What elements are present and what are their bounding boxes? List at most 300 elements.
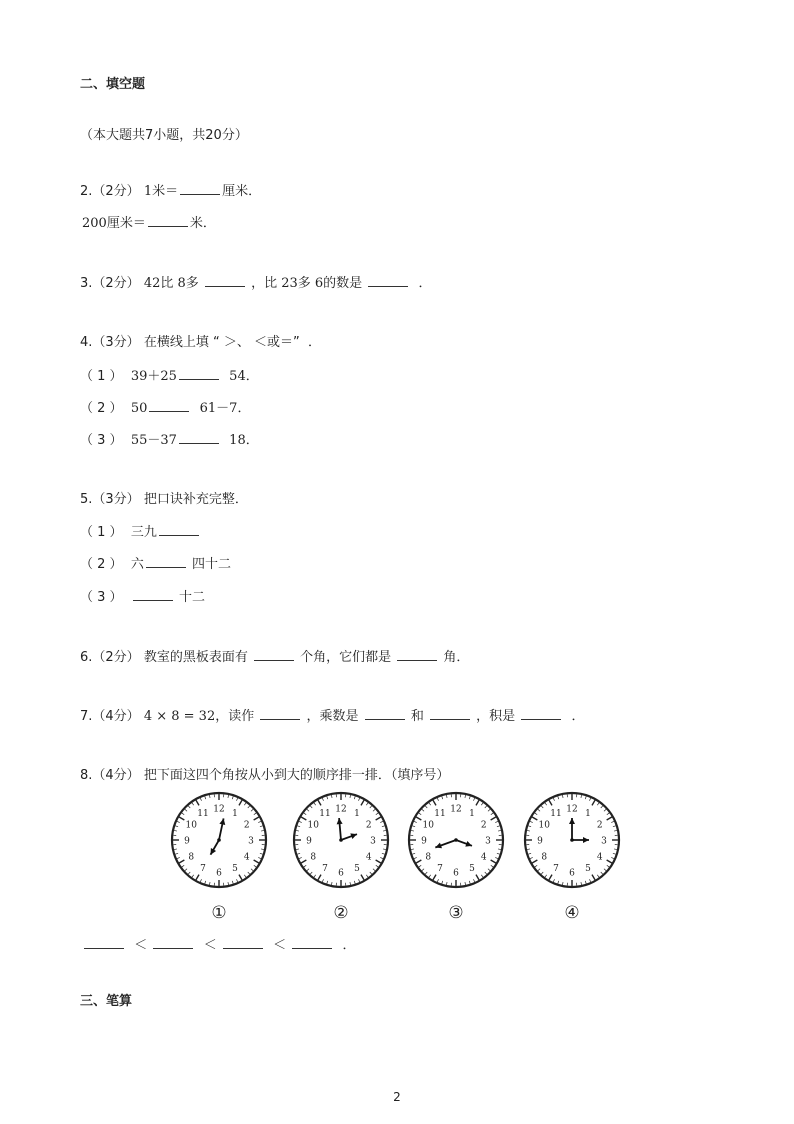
- answer-blank[interactable]: [365, 707, 405, 720]
- clock-tick: [535, 813, 537, 815]
- answer-blank[interactable]: [223, 936, 263, 949]
- question-5-text: 把口诀补充完整．: [143, 492, 248, 507]
- clock-tick: [558, 881, 559, 884]
- question-4-item-3: [80, 431, 259, 450]
- item-value: 54．: [229, 369, 259, 384]
- clock-tick: [260, 826, 263, 827]
- clock-tick: [416, 860, 421, 863]
- question-8-head: 8.（4分）: [80, 768, 140, 783]
- question-7-part-c: 和: [410, 709, 424, 724]
- question-7-part-b: ，乘数是: [306, 709, 359, 724]
- question-3: [80, 274, 432, 293]
- clock-number: 8: [541, 852, 548, 863]
- clock-tick: [549, 800, 552, 805]
- clock-number: 4: [596, 852, 603, 863]
- clock-tick: [307, 809, 309, 811]
- item-label: （ 1 ）: [80, 369, 123, 384]
- clock-tick: [373, 809, 375, 811]
- clock-tick: [614, 830, 617, 831]
- clock-tick: [613, 853, 616, 854]
- clock-number: 7: [200, 864, 206, 875]
- clock-tick: [383, 830, 386, 831]
- clock-tick: [182, 865, 184, 867]
- clock-tick: [535, 865, 537, 867]
- clock-number: 8: [310, 852, 317, 863]
- clock-hand-arrow: [569, 818, 575, 824]
- clock-tick: [545, 803, 547, 805]
- clock-tick: [350, 882, 351, 885]
- clock-tick: [248, 872, 250, 874]
- clock-number: 9: [184, 836, 190, 847]
- clock-tick: [433, 875, 436, 880]
- clock-tick: [297, 853, 300, 854]
- clock-tick: [530, 821, 533, 822]
- clock-4: [522, 790, 622, 890]
- clock-tick: [607, 817, 612, 820]
- clock-tick: [254, 860, 259, 863]
- item-expression: 39＋25: [130, 369, 177, 384]
- question-4-text: 在横线上填 “ ＞、 ＜或＝” ．: [143, 335, 321, 350]
- answer-blank[interactable]: [153, 936, 193, 949]
- question-2-prefix-2: 200厘米＝: [82, 216, 146, 231]
- page-number: 2: [393, 1090, 401, 1104]
- clock-tick: [376, 817, 381, 820]
- clock-number: 9: [537, 836, 543, 847]
- clock-number: 11: [319, 808, 331, 819]
- clock-tick: [254, 865, 256, 867]
- clock-tick: [476, 800, 479, 805]
- clock-tick: [469, 796, 470, 799]
- clock-tick: [528, 826, 531, 827]
- clock-tick: [614, 849, 617, 850]
- clock-label-2: ②: [333, 903, 349, 923]
- clock-tick: [488, 809, 490, 811]
- item-value: 61－7．: [199, 401, 251, 416]
- clock-center: [339, 838, 343, 842]
- clock-number: 7: [553, 864, 559, 875]
- clock-tick: [538, 869, 540, 871]
- clock-face: [291, 790, 391, 890]
- clock-tick: [318, 875, 321, 880]
- question-5-item-2: [80, 555, 231, 574]
- question-2-line-1: [80, 182, 261, 201]
- answer-blank[interactable]: [149, 399, 189, 412]
- question-6-part-c: 角．: [443, 650, 470, 665]
- clock-tick: [597, 803, 599, 805]
- clock-tick: [261, 849, 264, 850]
- clock-tick: [318, 800, 321, 805]
- question-7: [80, 707, 585, 726]
- clock-tick: [498, 830, 501, 831]
- clock-number: 1: [232, 808, 238, 819]
- clock-tick: [296, 830, 299, 831]
- clock-tick: [205, 881, 206, 884]
- question-3-part-b: ，比 23多 6的数是: [251, 276, 363, 291]
- question-6: [80, 648, 469, 667]
- clock-number: 1: [469, 808, 475, 819]
- clock-number: 10: [185, 820, 198, 831]
- clock-tick: [581, 882, 582, 885]
- clock-tick: [425, 806, 427, 808]
- clock-number: 6: [453, 868, 459, 879]
- clock-number: 3: [485, 836, 491, 847]
- clock-1: [169, 790, 269, 890]
- clock-tick: [327, 796, 328, 799]
- clock-tick: [177, 857, 180, 858]
- clock-tick: [236, 879, 237, 882]
- answer-blank[interactable]: [180, 182, 220, 195]
- question-5-item-3: [80, 588, 205, 607]
- clock-tick: [177, 821, 180, 822]
- clock-center: [217, 838, 221, 842]
- clock-tick: [299, 857, 302, 858]
- clock-tick: [473, 798, 474, 801]
- clock-tick: [358, 879, 359, 882]
- clock-tick: [185, 869, 187, 871]
- clock-tick: [188, 806, 190, 808]
- answer-blank[interactable]: [260, 707, 300, 720]
- question-4-head: 4.（3分）: [80, 335, 140, 350]
- item-label: （ 3 ）: [80, 590, 123, 605]
- clock-tick: [301, 860, 306, 863]
- clock-tick: [442, 796, 443, 799]
- clock-tick: [532, 860, 537, 863]
- answer-blank[interactable]: [179, 431, 219, 444]
- clock-tick: [322, 879, 323, 882]
- question-5: [80, 491, 248, 509]
- clock-tick: [581, 795, 582, 798]
- question-8: [80, 767, 449, 785]
- clock-tick: [254, 813, 256, 815]
- question-8-end: ．: [342, 938, 356, 953]
- clock-face: [406, 790, 506, 890]
- answer-blank[interactable]: [430, 707, 470, 720]
- answer-blank[interactable]: [133, 588, 173, 601]
- clock-tick: [604, 809, 606, 811]
- clock-tick: [239, 875, 242, 880]
- clock-tick: [192, 803, 194, 805]
- clock-tick: [179, 817, 184, 820]
- clock-tick: [545, 875, 547, 877]
- clock-number: 11: [197, 808, 209, 819]
- clock-tick: [589, 879, 590, 882]
- clock-tick: [412, 826, 415, 827]
- clock-tick: [419, 813, 421, 815]
- less-than-sign: ＜: [203, 938, 217, 953]
- item-label: （ 3 ）: [80, 433, 123, 448]
- clock-tick: [232, 796, 233, 799]
- clock-tick: [469, 881, 470, 884]
- item-expression: 50: [130, 401, 148, 416]
- clock-tick: [310, 872, 312, 874]
- clock-tick: [495, 857, 498, 858]
- less-than-sign: ＜: [134, 938, 148, 953]
- item-expression: 55－37: [130, 433, 177, 448]
- clock-hand-arrow: [583, 837, 589, 843]
- clock-tick: [304, 813, 306, 815]
- clock-tick: [611, 857, 614, 858]
- clock-tick: [196, 875, 199, 880]
- clock-number: 10: [538, 820, 551, 831]
- clock-tick: [429, 803, 431, 805]
- clock-tick: [175, 826, 178, 827]
- clock-tick: [527, 830, 530, 831]
- clock-tick: [354, 796, 355, 799]
- clock-tick: [301, 817, 306, 820]
- clock-hand-arrow: [219, 818, 225, 824]
- clock-tick: [251, 869, 253, 871]
- clock-tick: [382, 853, 385, 854]
- clock-tick: [299, 821, 302, 822]
- clock-tick: [553, 798, 554, 801]
- less-than-sign: ＜: [273, 938, 287, 953]
- clock-hand-arrow: [337, 818, 343, 824]
- clock-tick: [549, 875, 552, 880]
- clock-tick: [601, 872, 603, 874]
- clock-tick: [491, 860, 496, 863]
- clock-tick: [473, 879, 474, 882]
- clock-tick: [307, 869, 309, 871]
- clock-tick: [314, 875, 316, 877]
- clock-tick: [538, 809, 540, 811]
- clock-tick: [589, 798, 590, 801]
- clock-number: 3: [601, 836, 607, 847]
- item-suffix: 四十二: [191, 557, 231, 572]
- clock-tick: [491, 865, 493, 867]
- clock-number: 2: [365, 820, 372, 831]
- clock-tick: [310, 806, 312, 808]
- item-value: 18．: [229, 433, 259, 448]
- clock-number: 1: [585, 808, 591, 819]
- clock-tick: [485, 872, 487, 874]
- answer-blank[interactable]: [205, 274, 245, 287]
- clock-tick: [261, 830, 264, 831]
- answer-blank[interactable]: [521, 707, 561, 720]
- clock-tick: [244, 803, 246, 805]
- item-prefix: 三九: [130, 525, 157, 540]
- clock-tick: [327, 881, 328, 884]
- clock-tick: [425, 872, 427, 874]
- clock-tick: [304, 865, 306, 867]
- question-8-answer-row: [82, 936, 356, 955]
- clock-tick: [527, 849, 530, 850]
- clock-tick: [361, 800, 364, 805]
- question-2-prefix: 1米＝: [143, 184, 179, 199]
- question-6-head: 6.（2分）: [80, 650, 140, 665]
- clock-tick: [188, 872, 190, 874]
- clock-tick: [604, 869, 606, 871]
- clock-tick: [530, 857, 533, 858]
- answer-blank[interactable]: [292, 936, 332, 949]
- clock-tick: [411, 849, 414, 850]
- clock-tick: [437, 798, 438, 801]
- clock-tick: [376, 865, 378, 867]
- clock-tick: [497, 853, 500, 854]
- clock-tick: [376, 860, 381, 863]
- clock-face: [522, 790, 622, 890]
- clock-tick: [373, 869, 375, 871]
- clock-tick: [437, 879, 438, 882]
- clock-number: 3: [370, 836, 376, 847]
- clock-tick: [607, 813, 609, 815]
- question-4-item-2: [80, 399, 250, 418]
- clock-number: 5: [232, 864, 238, 875]
- question-7-part-e: ．: [571, 709, 585, 724]
- clock-tick: [239, 800, 242, 805]
- clock-number: 10: [307, 820, 320, 831]
- clock-tick: [553, 879, 554, 882]
- clock-tick: [541, 806, 543, 808]
- question-7-head: 7.（4分）: [80, 709, 140, 724]
- clock-number: 9: [306, 836, 312, 847]
- answer-blank[interactable]: [159, 523, 199, 536]
- question-7-part-d: ，积是: [476, 709, 516, 724]
- clock-tick: [236, 798, 237, 801]
- clock-tick: [433, 800, 436, 805]
- clock-tick: [260, 853, 263, 854]
- section2-title: 二、填空题: [80, 77, 146, 92]
- clock-label-3: ③: [448, 903, 464, 923]
- clock-tick: [481, 803, 483, 805]
- question-2-suffix: 厘米．: [222, 184, 262, 199]
- question-5-item-1: [80, 523, 201, 542]
- clock-number: 7: [437, 864, 443, 875]
- clock-number: 5: [469, 864, 475, 875]
- clock-tick: [585, 796, 586, 799]
- clock-number: 12: [450, 804, 462, 815]
- clock-number: 4: [480, 852, 487, 863]
- clock-tick: [585, 881, 586, 884]
- answer-blank[interactable]: [254, 648, 294, 661]
- question-2-suffix-2: 米．: [189, 216, 216, 231]
- clock-number: 12: [213, 804, 225, 815]
- item-label: （ 2 ）: [80, 401, 123, 416]
- clock-tick: [248, 806, 250, 808]
- clock-tick: [380, 857, 383, 858]
- clock-tick: [414, 821, 417, 822]
- question-4: [80, 334, 321, 352]
- clock-tick: [562, 795, 563, 798]
- clock-tick: [383, 849, 386, 850]
- clock-tick: [414, 857, 417, 858]
- clock-tick: [228, 795, 229, 798]
- clock-tick: [174, 849, 177, 850]
- clock-tick: [613, 826, 616, 827]
- clock-tick: [412, 853, 415, 854]
- clock-tick: [491, 813, 493, 815]
- clock-tick: [376, 813, 378, 815]
- clock-number: 5: [585, 864, 591, 875]
- answer-blank[interactable]: [179, 367, 219, 380]
- clock-tick: [196, 800, 199, 805]
- question-5-head: 5.（3分）: [80, 492, 140, 507]
- clock-tick: [182, 813, 184, 815]
- section3-title: 三、笔算: [80, 994, 133, 1009]
- clock-tick: [497, 826, 500, 827]
- clock-tick: [314, 803, 316, 805]
- clock-tick: [258, 857, 261, 858]
- clock-tick: [200, 879, 201, 882]
- clock-tick: [382, 826, 385, 827]
- question-3-head: 3.（2分）: [80, 276, 140, 291]
- question-4-item-1: [80, 367, 259, 386]
- item-label: （ 1 ）: [80, 525, 123, 540]
- clock-number: 4: [243, 852, 250, 863]
- clock-number: 9: [421, 836, 427, 847]
- clock-tick: [495, 821, 498, 822]
- question-7-part-a: 4 × 8 = 32，读作: [143, 709, 255, 724]
- clock-tick: [370, 806, 372, 808]
- clock-number: 11: [550, 808, 562, 819]
- clock-tick: [446, 882, 447, 885]
- clock-tick: [419, 865, 421, 867]
- clock-number: 8: [425, 852, 432, 863]
- clock-tick: [209, 795, 210, 798]
- answer-blank[interactable]: [146, 555, 186, 568]
- clock-tick: [209, 882, 210, 885]
- clock-tick: [465, 795, 466, 798]
- clock-tick: [296, 849, 299, 850]
- clock-tick: [607, 860, 612, 863]
- clock-number: 10: [422, 820, 435, 831]
- clock-tick: [297, 826, 300, 827]
- clock-number: 7: [322, 864, 328, 875]
- answer-blank[interactable]: [368, 274, 408, 287]
- clock-tick: [601, 806, 603, 808]
- clock-number: 1: [354, 808, 360, 819]
- clock-tick: [442, 881, 443, 884]
- clock-tick: [532, 817, 537, 820]
- clock-tick: [446, 795, 447, 798]
- answer-blank[interactable]: [148, 214, 188, 227]
- clock-tick: [205, 796, 206, 799]
- item-prefix: 六: [130, 557, 144, 572]
- clock-tick: [174, 830, 177, 831]
- clock-number: 6: [216, 868, 222, 879]
- answer-blank[interactable]: [397, 648, 437, 661]
- clock-tick: [350, 795, 351, 798]
- clock-number: 3: [248, 836, 254, 847]
- clock-tick: [498, 849, 501, 850]
- clock-number: 6: [569, 868, 575, 879]
- clock-number: 6: [338, 868, 344, 879]
- question-2-line-2: [82, 214, 216, 233]
- clock-number: 2: [480, 820, 487, 831]
- clock-center: [570, 838, 574, 842]
- clock-tick: [597, 875, 599, 877]
- clock-tick: [541, 872, 543, 874]
- clock-number: 12: [335, 804, 347, 815]
- clock-label-4: ④: [564, 903, 580, 923]
- clock-tick: [232, 881, 233, 884]
- clock-tick: [491, 817, 496, 820]
- clock-number: 12: [566, 804, 578, 815]
- clock-tick: [422, 869, 424, 871]
- clock-tick: [175, 853, 178, 854]
- item-label: （ 2 ）: [80, 557, 123, 572]
- clock-center: [454, 838, 458, 842]
- clock-tick: [354, 881, 355, 884]
- clock-tick: [476, 875, 479, 880]
- clock-2: [291, 790, 391, 890]
- clock-number: 2: [596, 820, 603, 831]
- section2-subtitle: （本大题共7小题，共20分）: [80, 128, 248, 143]
- answer-blank[interactable]: [84, 936, 124, 949]
- clock-tick: [358, 798, 359, 801]
- question-3-part-a: 42比 8多: [143, 276, 199, 291]
- clock-tick: [558, 796, 559, 799]
- question-3-part-c: ．: [418, 276, 432, 291]
